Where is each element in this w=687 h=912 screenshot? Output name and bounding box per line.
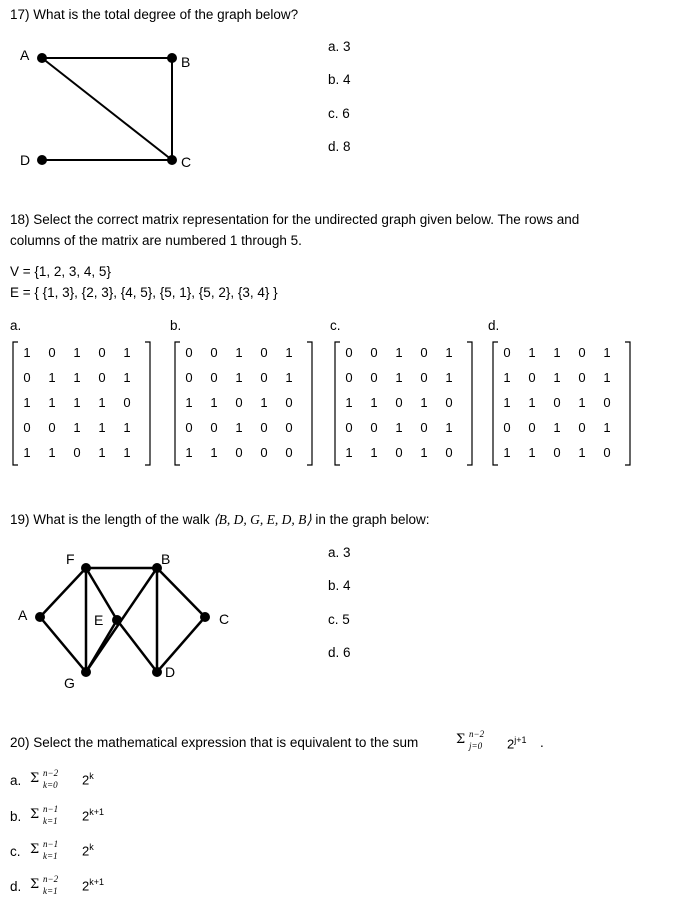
vertex-c: [200, 612, 210, 622]
q18-vertex-set: V = {1, 2, 3, 4, 5}: [10, 264, 111, 279]
matrix-cell: 1: [345, 445, 353, 460]
matrix-cell: 1: [98, 395, 106, 410]
matrix-cell: 1: [235, 420, 243, 435]
q19-label-a: A: [18, 607, 28, 623]
matrix-cell: 1: [603, 420, 611, 435]
matrix-cell: 1: [370, 395, 378, 410]
term-exp: k+1: [89, 877, 104, 887]
sum-term: [82, 771, 94, 787]
q20-term-base: 2: [507, 736, 515, 752]
q17-label-d: D: [20, 152, 31, 168]
matrix-cell: 0: [445, 395, 453, 410]
term-base: 2: [82, 772, 90, 788]
matrix-cell: 1: [285, 370, 293, 385]
sum-lower: k=1: [43, 851, 58, 861]
vertex-g: [81, 667, 91, 677]
matrix-cell: 0: [185, 420, 193, 435]
matrix-cell: 0: [578, 420, 586, 435]
matrix-cell: 0: [420, 370, 428, 385]
q20-sum-expression: [456, 729, 544, 752]
matrix-cell: 1: [98, 445, 106, 460]
matrix-cell: 0: [345, 420, 353, 435]
matrix-cell: 0: [603, 395, 611, 410]
matrix-cell: 1: [528, 345, 536, 360]
q20-option-c[interactable]: [10, 838, 150, 864]
option-label: a.: [10, 773, 22, 788]
term-exp: k: [89, 771, 94, 781]
matrix-cell: 0: [553, 395, 561, 410]
sum-sigma-icon: Σ: [30, 877, 40, 892]
matrix-cell: 1: [603, 345, 611, 360]
q20-sum-lower: j=0: [469, 741, 483, 751]
q17-label-c: C: [181, 154, 192, 170]
matrix-cell: 0: [445, 445, 453, 460]
matrix-cell: 1: [528, 395, 536, 410]
vertex-d: [152, 667, 162, 677]
matrix-cell: 0: [420, 420, 428, 435]
q19-question-suffix: in the graph below:: [315, 512, 430, 527]
matrix-cell: 1: [553, 420, 561, 435]
sum-term: [82, 877, 104, 893]
sum-term: [82, 807, 104, 823]
matrix-cell: 1: [48, 370, 56, 385]
matrix-cell: 0: [48, 420, 56, 435]
q20-sum-upper: n−2: [469, 729, 485, 739]
vertex-a: [35, 612, 45, 622]
matrix-cell: 1: [445, 345, 453, 360]
q20-question: 20) Select the mathematical expression that is equivalent to the sum: [10, 735, 419, 750]
matrix-cell: 1: [73, 395, 81, 410]
matrix-cell: 1: [98, 420, 106, 435]
q18-label-b[interactable]: b.: [170, 318, 182, 333]
matrix-cell: 1: [23, 345, 31, 360]
q20-period: .: [540, 735, 544, 750]
matrix-cell: 0: [603, 445, 611, 460]
q18-label-a[interactable]: a.: [10, 318, 22, 333]
matrix-cell: 0: [235, 395, 243, 410]
q19-option-a[interactable]: a. 3: [328, 545, 351, 560]
matrix-cell: 1: [73, 370, 81, 385]
matrix-cell: 0: [260, 420, 268, 435]
matrix-cell: 0: [528, 420, 536, 435]
q19-label-b: B: [161, 551, 171, 567]
matrix-cell: 0: [578, 345, 586, 360]
matrix-cell: 0: [528, 370, 536, 385]
sum-sigma-icon: Σ: [30, 842, 40, 857]
matrix-cell: 1: [23, 445, 31, 460]
matrix-cell: 1: [123, 370, 131, 385]
matrix-cell: 0: [285, 420, 293, 435]
sum-upper: n−1: [43, 804, 59, 814]
matrix-cell: 1: [123, 420, 131, 435]
matrix-cell: 1: [395, 370, 403, 385]
matrix-cell: 0: [370, 420, 378, 435]
q17-question: 17) What is the total degree of the graph below?: [10, 7, 299, 22]
matrix-cell: 0: [420, 345, 428, 360]
matrix-cell: 1: [210, 445, 218, 460]
matrix-cell: 1: [23, 395, 31, 410]
matrix-cell: 1: [235, 370, 243, 385]
term-base: 2: [82, 843, 90, 859]
q20-option-d[interactable]: [10, 873, 150, 899]
matrix-cell: 1: [260, 395, 268, 410]
matrix-cell: 0: [235, 445, 243, 460]
matrix-cell: 0: [370, 345, 378, 360]
matrix-cell: 1: [603, 370, 611, 385]
matrix-cell: 0: [285, 395, 293, 410]
q17-option-d[interactable]: d. 8: [328, 139, 351, 154]
sum-sigma-icon: Σ: [30, 807, 40, 822]
q19-label-g: G: [64, 675, 75, 691]
q19-label-c: C: [219, 611, 230, 627]
matrix-cell: 0: [285, 445, 293, 460]
matrix-cell: 1: [503, 445, 511, 460]
q17-option-b[interactable]: b. 4: [328, 72, 351, 87]
matrix-cell: 1: [123, 445, 131, 460]
sum-upper: n−1: [43, 839, 59, 849]
matrix-cell: 1: [553, 345, 561, 360]
matrix-cell: 0: [23, 420, 31, 435]
matrix-cell: 1: [578, 395, 586, 410]
matrix-cell: 1: [345, 395, 353, 410]
matrix-cell: 0: [395, 395, 403, 410]
matrix-cell: 0: [260, 370, 268, 385]
q20-option-b[interactable]: [10, 803, 150, 829]
matrix-cell: 0: [23, 370, 31, 385]
matrix-cell: 1: [123, 345, 131, 360]
matrix-cell: 0: [98, 345, 106, 360]
term-exp: k: [89, 842, 94, 852]
matrix-cell: 0: [73, 445, 81, 460]
matrix-cell: 1: [210, 395, 218, 410]
q19-walk: ⟨B, D, G, E, D, B⟩: [213, 512, 312, 527]
q19-option-b[interactable]: b. 4: [328, 578, 351, 593]
matrix-cell: 1: [73, 420, 81, 435]
matrix-cell: 0: [98, 370, 106, 385]
matrix-cell: 0: [553, 445, 561, 460]
matrix-cell: 0: [578, 370, 586, 385]
matrix-cell: 1: [73, 345, 81, 360]
matrix-cell: 0: [260, 445, 268, 460]
q20-option-a[interactable]: [10, 767, 150, 793]
q19-option-d[interactable]: d. 6: [328, 645, 351, 660]
matrix-cell: 0: [345, 345, 353, 360]
matrix-cell: 1: [578, 445, 586, 460]
matrix-cell: 0: [210, 370, 218, 385]
matrix-cell: 1: [235, 345, 243, 360]
matrix-cell: 0: [503, 345, 511, 360]
matrix-cell: 1: [185, 395, 193, 410]
q17-label-a: A: [20, 47, 30, 63]
sum-sigma-icon: Σ: [30, 771, 40, 786]
matrix-cell: 0: [210, 420, 218, 435]
q19-label-f: F: [66, 551, 75, 567]
q19-label-e: E: [94, 612, 104, 628]
vertex-f: [81, 563, 91, 573]
term-base: 2: [82, 878, 90, 894]
matrix-cell: 0: [370, 370, 378, 385]
matrix-cell: 1: [503, 370, 511, 385]
matrix-cell: 1: [370, 445, 378, 460]
q20-term-exp: j+1: [514, 735, 527, 745]
sum-upper: n−2: [43, 874, 59, 884]
matrix-cell: 1: [48, 395, 56, 410]
q20-term: [507, 735, 527, 751]
q18-question-line2: columns of the matrix are numbered 1 through 5.: [10, 233, 302, 248]
sum-lower: k=1: [43, 886, 58, 896]
option-label: d.: [10, 879, 22, 894]
matrix-cell: 1: [285, 345, 293, 360]
matrix-cell: 1: [445, 420, 453, 435]
matrix-cell: 0: [210, 345, 218, 360]
q18-label-c[interactable]: c.: [330, 318, 341, 333]
matrix-cell: 0: [48, 345, 56, 360]
sum-lower: k=1: [43, 816, 58, 826]
q18-edge-set: E = { {1, 3}, {2, 3}, {4, 5}, {5, 1}, {5, 2}, {3, 4} }: [10, 285, 278, 300]
sum-sigma-icon: Σ: [456, 732, 466, 747]
option-label: c.: [10, 844, 21, 859]
q17-option-c[interactable]: c. 6: [328, 106, 350, 121]
matrix-cell: 1: [395, 420, 403, 435]
q18-question-line1: 18) Select the correct matrix representation for the undirected graph given below. The rows and: [10, 212, 580, 227]
matrix-cell: 1: [185, 445, 193, 460]
matrix-cell: 0: [503, 420, 511, 435]
sum-term: [82, 842, 94, 858]
q19-label-d: D: [165, 664, 176, 680]
sum-upper: n−2: [43, 768, 59, 778]
q19-question-prefix: 19) What is the length of the walk: [10, 512, 210, 527]
q17-option-a[interactable]: a. 3: [328, 39, 351, 54]
matrix-cell: 1: [395, 345, 403, 360]
matrix-cell: 1: [503, 395, 511, 410]
matrix-cell: 0: [260, 345, 268, 360]
matrix-cell: 1: [528, 445, 536, 460]
matrix-cell: 0: [345, 370, 353, 385]
q19-option-c[interactable]: c. 5: [328, 612, 350, 627]
term-base: 2: [82, 808, 90, 824]
matrix-cell: 0: [185, 345, 193, 360]
q18-label-d[interactable]: d.: [488, 318, 500, 333]
sum-lower: k=0: [43, 780, 58, 790]
option-label: b.: [10, 809, 22, 824]
matrix-cell: 1: [445, 370, 453, 385]
matrix-cell: 0: [185, 370, 193, 385]
term-exp: k+1: [89, 807, 104, 817]
matrix-cell: 1: [420, 395, 428, 410]
matrix-cell: 1: [420, 445, 428, 460]
matrix-cell: 0: [395, 445, 403, 460]
matrix-cell: 1: [48, 445, 56, 460]
matrix-cell: 0: [123, 395, 131, 410]
vertex-e: [112, 615, 122, 625]
q17-label-b: B: [181, 54, 191, 70]
matrix-cell: 1: [553, 370, 561, 385]
